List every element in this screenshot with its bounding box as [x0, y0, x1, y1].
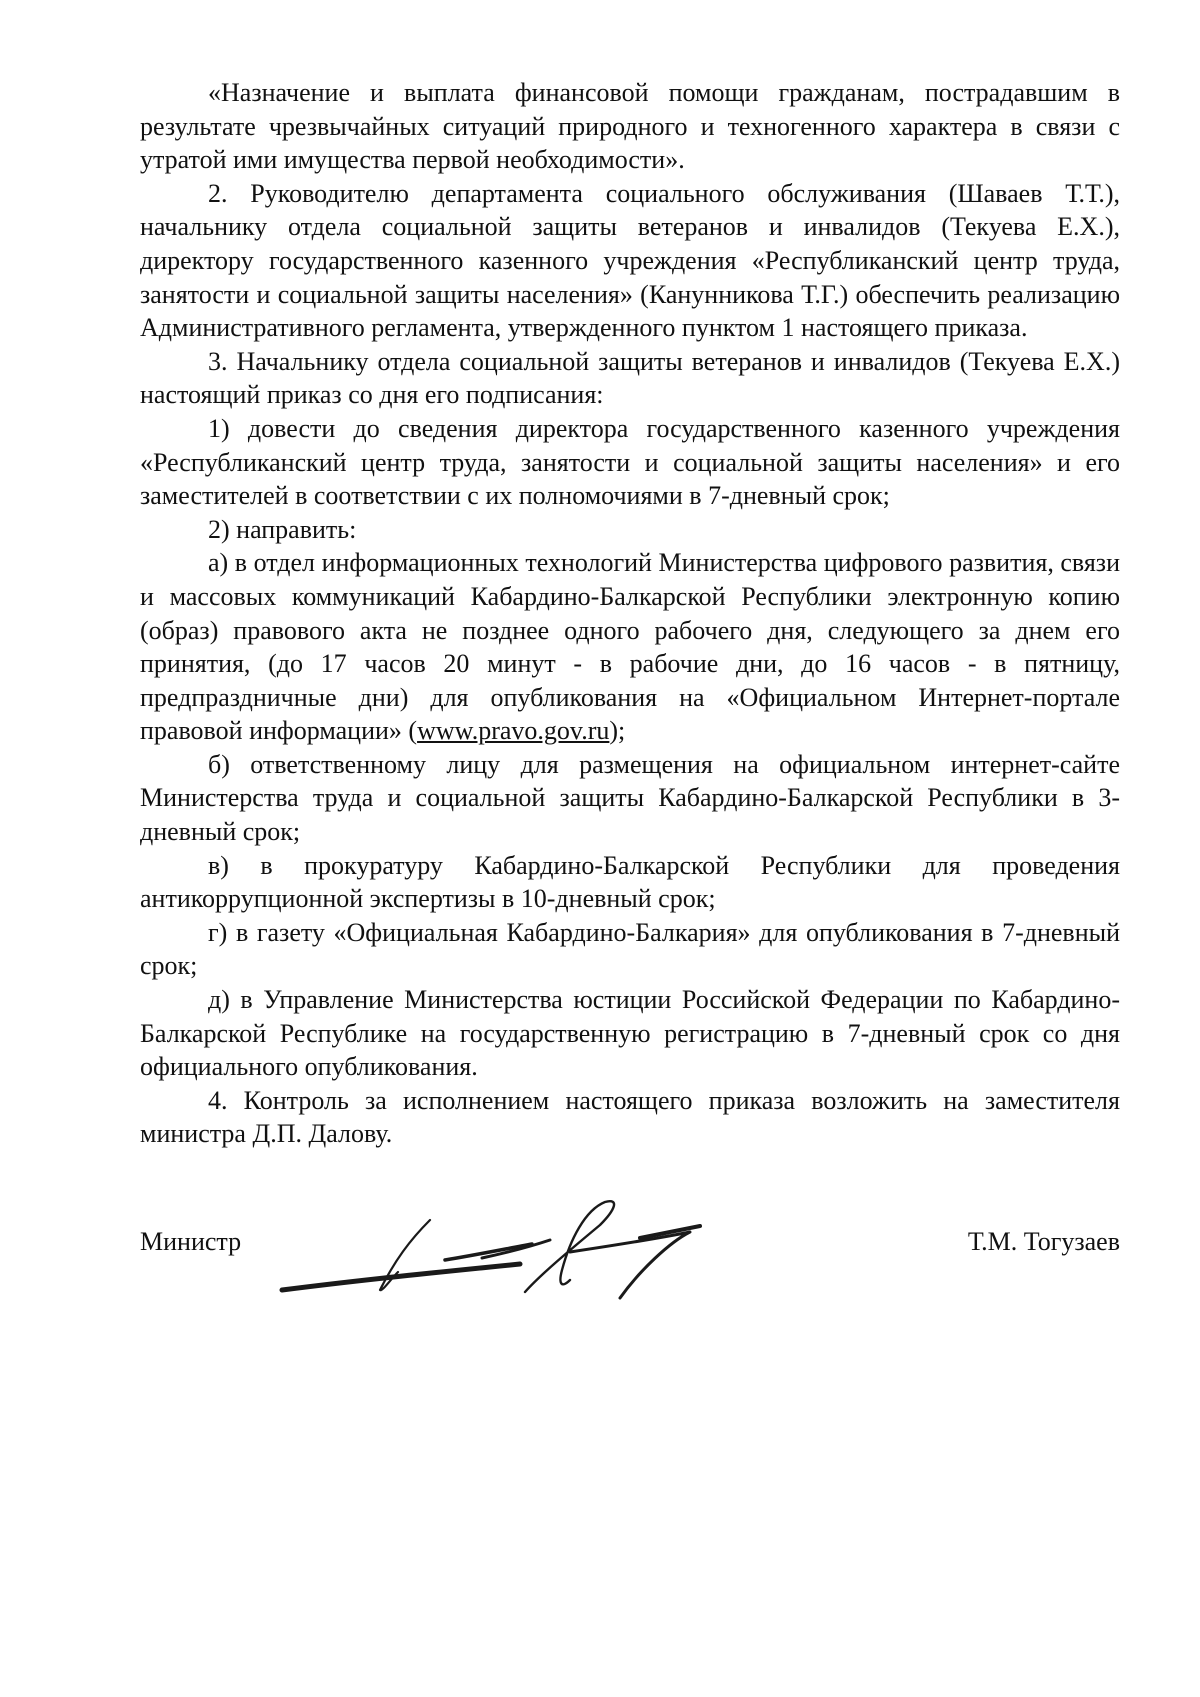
document-body [140, 76, 1120, 1151]
subitem-a-end: ); [609, 716, 626, 746]
signature-stroke-tail [570, 1232, 690, 1298]
subitem-a-text: а) в отдел информационных технологий Министерства цифрового развития, связи и массовых коммуникаций Кабардино-Балкарской Республики электронную копию (образ) правового акта не позднее одного рабочего дня, следующего за днем его принятия, (до 17 часов 20 минут - в рабочие дни, до 16 часов - в пятницу, предпраздничные дни) для опубликования на «Официальном Интернет-портале правовой информации» ( [140, 548, 1120, 746]
signature-stroke-dash-2 [482, 1240, 550, 1258]
paragraph-regulation-title: «Назначение и выплата финансовой помощи гражданам, пострадавшим в результате чрезвычайных ситуаций природного и техногенного характера в связи с утратой ими имущества первой необходимости». [140, 78, 1120, 175]
paragraph-subitem-d: д) в Управление Министерства юстиции Российской Федерации по Кабардино-Балкарской Республике на государственную регистрацию в 7-дневный срок со дня официального опубликования. [140, 985, 1120, 1082]
signatory-name: Т.М. Тогузаев [967, 1227, 1120, 1256]
paragraph-subitem-b: б) ответственному лицу для размещения на официальном интернет-сайте Министерства труда и социальной защиты Кабардино-Балкарской Республики в 3-дневный срок; [140, 749, 1120, 847]
paragraph-item-3: 3. Начальнику отдела социальной защиты ветеранов и инвалидов (Текуева Е.Х.) настоящий приказ со дня его подписания: [140, 346, 1120, 410]
signatory-title: Министр [140, 1227, 242, 1256]
paragraph-subitem-v: в) в прокуратуру Кабардино-Балкарской Республики для проведения антикоррупционной экспертизы в 10-дневный срок; [140, 850, 1120, 914]
paragraph-item-4: 4. Контроль за исполнением настоящего приказа возложить на заместителя министра Д.П. Далову. [140, 1085, 1120, 1149]
pravo-gov-link[interactable]: www.pravo.gov.ru [417, 716, 610, 746]
paragraph-subitem-2: 2) направить: [208, 514, 357, 544]
paragraph-item-2: 2. Руководителю департамента социального обслуживания (Шаваев Т.Т.), начальнику отдела социальной защиты ветеранов и инвалидов (Текуева Е.Х.), директору государственного казенного учреждения «Республиканский центр труда, занятости и социальной защиты населения» (Канунникова Т.Г.) обеспечить реализацию Административного регламента, утвержденного пунктом 1 настоящего приказа. [140, 178, 1120, 343]
paragraph-subitem-a [140, 546, 1120, 748]
handwritten-signature [270, 1180, 740, 1320]
paragraph-subitem-1: 1) довести до сведения директора государственного казенного учреждения «Республиканский центр труда, занятости и социальной защиты населения» и его заместителей в соответствии с их полномочиями в 7-дневный срок; [140, 413, 1120, 511]
signature-stroke-long [282, 1264, 520, 1290]
paragraph-subitem-g: г) в газету «Официальная Кабардино-Балкария» для опубликования в 7-дневный срок; [140, 917, 1120, 981]
